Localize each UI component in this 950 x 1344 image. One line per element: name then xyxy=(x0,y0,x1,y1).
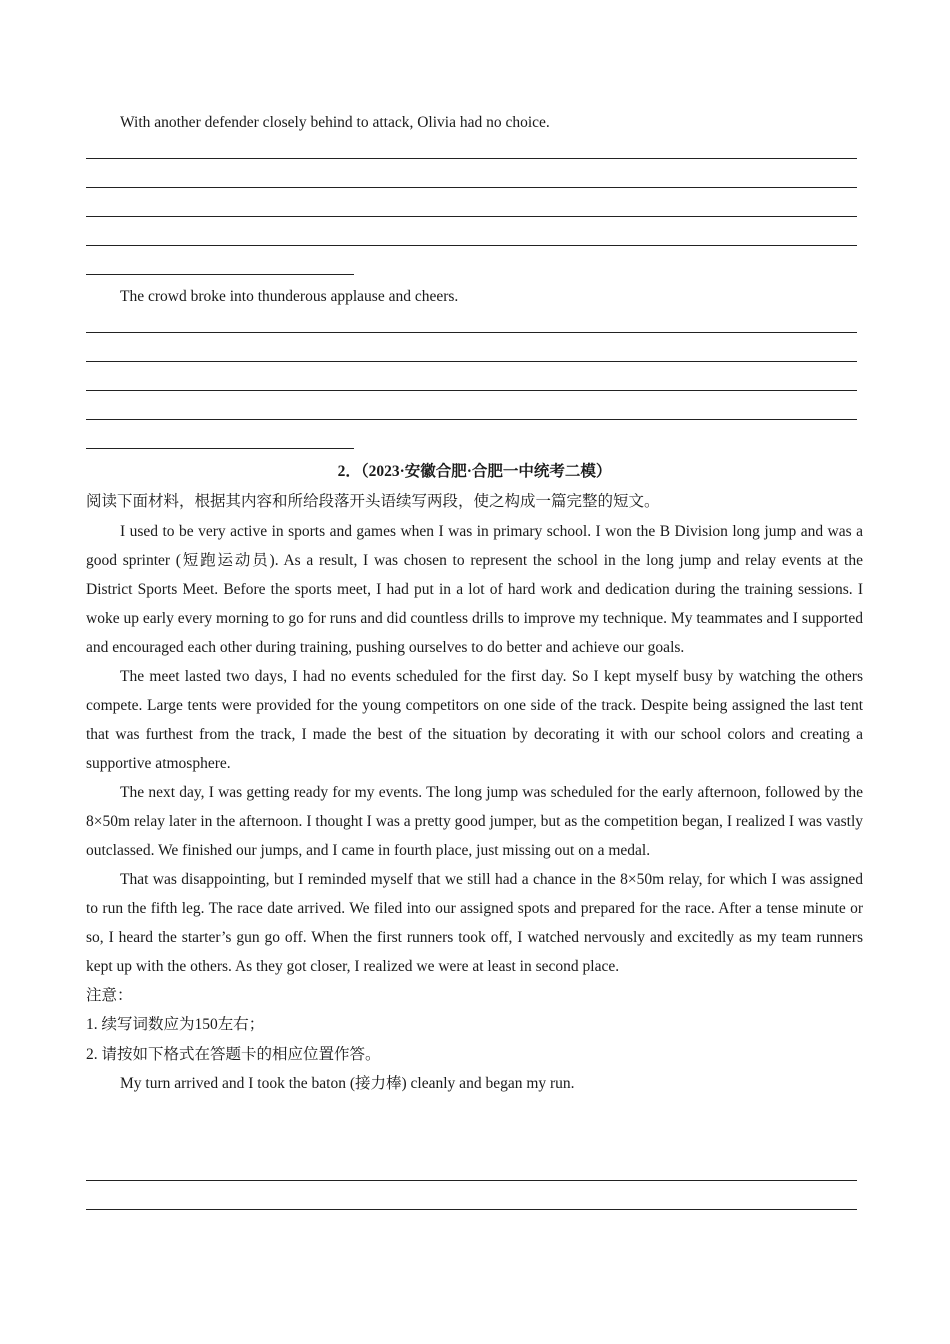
answer-line xyxy=(86,1209,857,1210)
answer-line-short xyxy=(86,274,354,275)
notes-label: 注意： xyxy=(86,986,133,1004)
continuation-prompt-3: My turn arrived and I took the baton (接力棒) cleanly and began my run. xyxy=(120,1075,575,1092)
answer-line xyxy=(86,1180,857,1181)
continuation-prompt-1: With another defender closely behind to attack, Olivia had no choice. xyxy=(120,114,550,131)
note-word-count: 1. 续写词数应为150左右； xyxy=(86,1016,265,1033)
answer-line xyxy=(86,245,857,246)
answer-line-short xyxy=(86,448,354,449)
answer-line xyxy=(86,361,857,362)
continuation-prompt-2: The crowd broke into thunderous applause and cheers. xyxy=(120,288,459,305)
answer-line xyxy=(86,390,857,391)
answer-line xyxy=(86,158,857,159)
passage-paragraph: That was disappointing, but I reminded myself that we still had a chance in the 8×50m relay, for which I was assigned to run the fifth leg. The race date arrived. We filed into our assigned spots and prepared for the race. After a tense minute or so, I heard the starter’s gun go off. When the first runners took off, I watched nervously and excitedly as my team runners kept up with the others. As they got closer, I realized we were at least in second place. xyxy=(86,870,863,975)
note-format: 2. 请按如下格式在答题卡的相应位置作答。 xyxy=(86,1045,381,1063)
answer-line xyxy=(86,187,857,188)
question-body xyxy=(86,487,863,1099)
passage-paragraph: The meet lasted two days, I had no events scheduled for the first day. So I kept myself busy by watching the others compete. Large tents were provided for the young competitors on one side of the track. Despite being assigned the last tent that was furthest from the track, I made the best of the situation by decorating it with our school colors and creating a supportive atmosphere. xyxy=(86,667,863,772)
answer-line xyxy=(86,332,857,333)
question-heading: 2．（2023·安徽合肥·合肥一中统考二模） xyxy=(337,463,612,480)
answer-line xyxy=(86,419,857,420)
instruction-text: 阅读下面材料，根据其内容和所给段落开头语续写两段，使之构成一篇完整的短文。 xyxy=(86,493,660,510)
passage-paragraph: The next day, I was getting ready for my events. The long jump was scheduled for the early afternoon, followed by the 8×50m relay later in the afternoon. I thought I was a pretty good jumper, but as the competition began, I realized I was vastly outclassed. We finished our jumps, and I came in fourth place, just missing out on a medal. xyxy=(86,783,863,859)
answer-line xyxy=(86,216,857,217)
passage-paragraph: I used to be very active in sports and games when I was in primary school. I won the B Division long jump and was a good sprinter (短跑运动员). As a result, I was chosen to represent the school in the long jump and relay events at the District Sports Meet. Before the sports meet, I had put in a lot of hard work and dedication during the training sessions. I woke up early every morning to go for runs and did countless drills to improve my technique. My teammates and I supported and encouraged each other during training, pushing ourselves to do better and achieve our goals. xyxy=(86,522,863,656)
